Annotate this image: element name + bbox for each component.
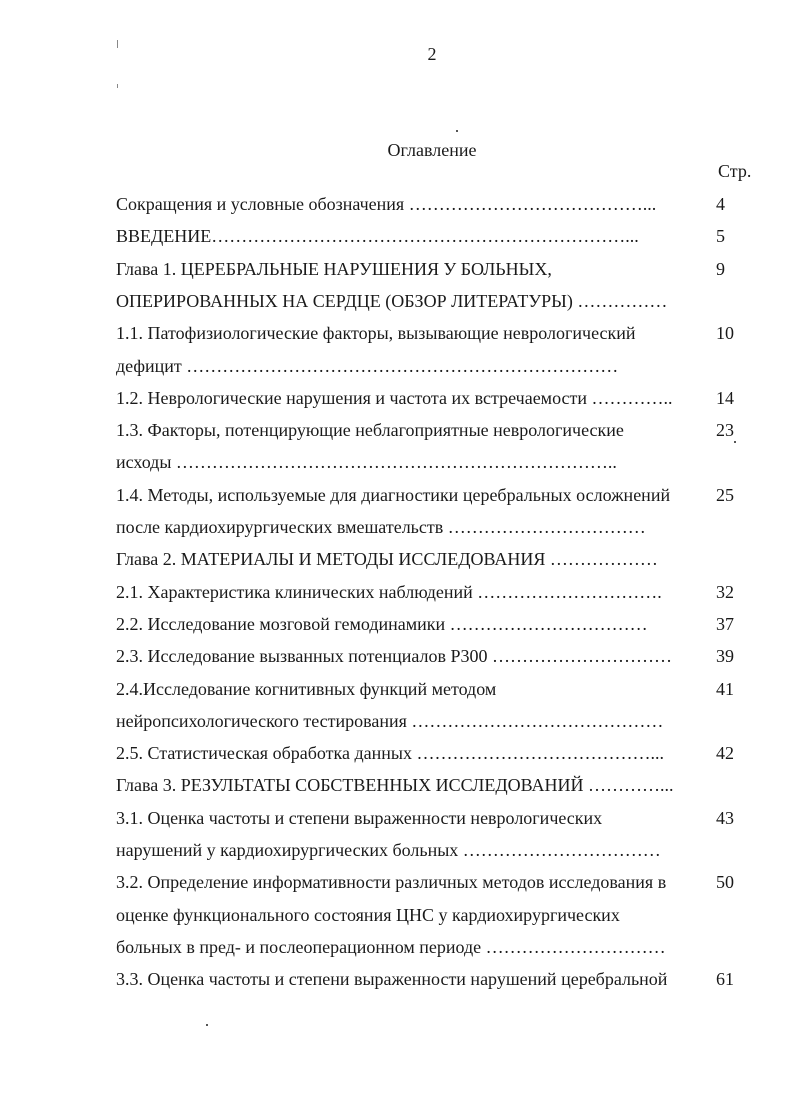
toc-entry-line: Глава 1. ЦЕРЕБРАЛЬНЫЕ НАРУШЕНИЯ У БОЛЬНЫХ, — [116, 258, 552, 279]
toc-entry-page: 14 — [716, 387, 734, 408]
toc-entry-line: 2.1. Характеристика клинических наблюдений …………………………. — [116, 581, 662, 602]
toc-entry-page: 37 — [716, 613, 734, 634]
toc-entry-page: 5 — [716, 226, 725, 247]
toc-entry-page: 39 — [716, 646, 734, 667]
toc-entry-page: 23 — [716, 420, 734, 441]
toc-entry-line: 2.5. Статистическая обработка данных …………………………………... — [116, 743, 664, 764]
scan-mark — [117, 40, 118, 48]
page-column-header: Стр. — [718, 161, 752, 181]
page-number: 2 — [427, 44, 437, 64]
toc-entry-line: 2.3. Исследование вызванных потенциалов Р300 ………………………… — [116, 646, 672, 667]
toc-title: Оглавление — [387, 140, 477, 160]
toc-entry-page: 42 — [716, 743, 734, 764]
toc-entry-page: 61 — [716, 969, 734, 990]
toc-entry-line: 3.2. Определение информативности различных методов исследования в — [116, 872, 667, 893]
toc-entry-page: 32 — [716, 581, 734, 602]
toc-entry-line: 1.3. Факторы, потенцирующие неблагоприятные неврологические — [116, 420, 624, 441]
scan-dot — [456, 130, 458, 132]
toc-entry-line: исходы ……………………………………………………………….. — [116, 452, 617, 473]
scan-mark — [117, 84, 118, 88]
toc-entry-page: 41 — [716, 678, 734, 699]
scan-dot — [206, 1024, 208, 1026]
toc-entry-line: 2.4.Исследование когнитивных функций методом — [116, 678, 497, 699]
toc-entry-line: Глава 2. МАТЕРИАЛЫ И МЕТОДЫ ИССЛЕДОВАНИЯ ……………… — [116, 549, 658, 570]
toc-entry-page: 50 — [716, 872, 734, 893]
toc-entry-line: 1.1. Патофизиологические факторы, вызывающие неврологический — [116, 323, 636, 344]
toc-entry-line: нейропсихологического тестирования …………………………………… — [116, 710, 664, 731]
toc-entry-line: 1.4. Методы, используемые для диагностики церебральных осложнений — [116, 484, 671, 505]
toc-entry-line: больных в пред- и послеоперационном периоде ………………………… — [116, 936, 666, 957]
toc-entry-line: Сокращения и условные обозначения …………………………………... — [116, 194, 657, 214]
toc-entry-page: 4 — [716, 194, 725, 214]
toc-entry-line: 2.2. Исследование мозговой гемодинамики …………………………… — [116, 613, 648, 634]
toc-entry-page: 10 — [716, 323, 734, 344]
toc-entry-line: оценке функционального состояния ЦНС у кардиохирургических — [116, 904, 620, 925]
toc-entry-line: 1.2. Неврологические нарушения и частота их встречаемости ………….. — [116, 387, 673, 408]
toc-entry-line: ОПЕРИРОВАННЫХ НА СЕРДЦЕ (ОБЗОР ЛИТЕРАТУРЫ) …………… — [116, 290, 668, 311]
toc-entry-page: 43 — [716, 807, 734, 828]
toc-entry-line: нарушений у кардиохирургических больных …………………………… — [116, 840, 661, 860]
toc-entry-page: 25 — [716, 484, 734, 505]
toc-entry-line: дефицит ……………………………………………………………… — [116, 355, 619, 376]
toc-entry-page: 9 — [716, 258, 725, 279]
toc-entry-line: ВВЕДЕНИЕ……………………………………………………………... — [116, 226, 639, 247]
toc-entry-line: 3.1. Оценка частоты и степени выраженности неврологических — [116, 807, 603, 828]
toc-entry-line: Глава 3. РЕЗУЛЬТАТЫ СОБСТВЕННЫХ ИССЛЕДОВАНИЙ …………... — [116, 775, 674, 796]
toc-entry-line: после кардиохирургических вмешательств …………………………… — [116, 517, 646, 537]
toc-entry-line: 3.3. Оценка частоты и степени выраженности нарушений церебральной — [116, 969, 668, 990]
scan-dot — [734, 441, 736, 443]
